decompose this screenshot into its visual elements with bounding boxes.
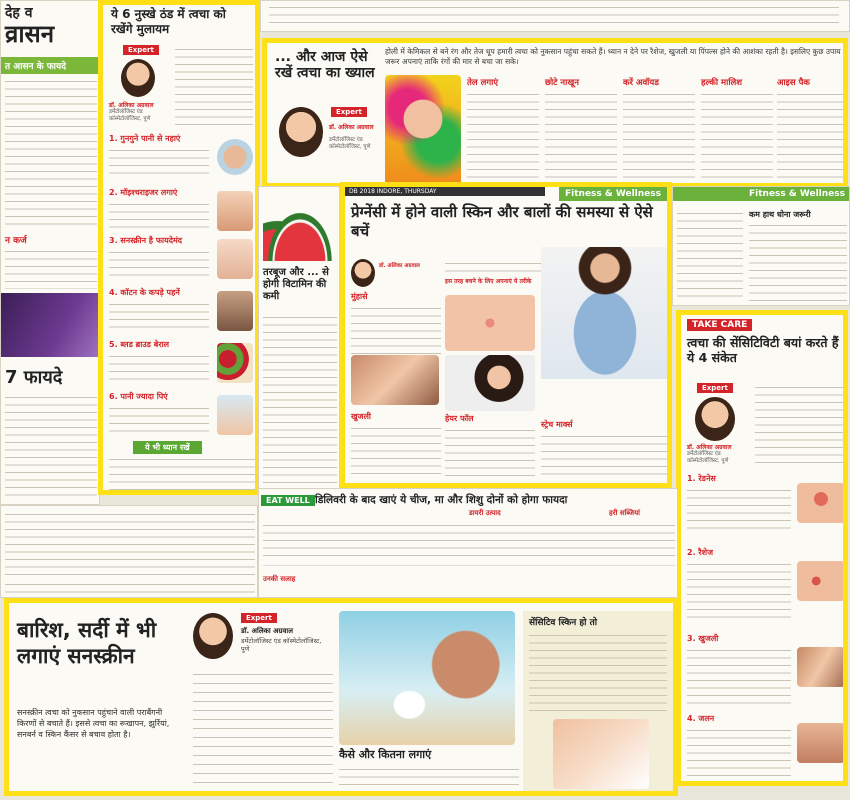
clip-g-sub-heading: कैसे और कितना लगाएं — [339, 748, 432, 761]
clip-winter-tips — [98, 0, 260, 495]
clip-f-label-2: डायरी उत्पाद — [469, 509, 501, 517]
clip-g-headline: बारिश, सर्दी में भी लगाएं सनस्क्रीन — [17, 618, 157, 668]
sign-1-title: 1. रेडनेस — [687, 474, 716, 483]
clip-d-label-4: स्ट्रेच मार्क्स — [541, 420, 573, 429]
clip-g-expert-role: डर्मेटोलॉजिस्ट एंड कॉस्मेटोलॉजिस्ट, पुणे — [241, 637, 322, 653]
tip-1-title: 1. गुनगुने पानी से नहाएं — [109, 134, 181, 143]
clip-pregnancy — [340, 182, 672, 488]
clip-d-masthead: DB 2018 INDORE, THURSDAY — [345, 187, 545, 196]
clip-eat-well — [258, 488, 678, 598]
clip-d-item-3 — [445, 413, 535, 478]
sign-4-title: 4. जलन — [687, 714, 715, 723]
clip-f-label-3: हरी सब्जियां — [609, 509, 640, 517]
clip-c-tip-2-body — [545, 90, 617, 182]
sign-3-title: 3. खुजली — [687, 634, 719, 643]
clip-b-expert-role: डर्मेटोलॉजिस्ट एंड कॉस्मेटोलॉजिस्ट, पुणे — [109, 109, 151, 122]
clip-c-tip-4-body — [701, 90, 773, 182]
clip-g-box — [523, 611, 673, 795]
clip-a-big-heading: 7 फायदे — [5, 367, 63, 388]
take-care-tag: TAKE CARE — [687, 319, 752, 331]
sign-2-title: 2. रैशेज — [687, 548, 714, 557]
clip-g-bullets — [193, 669, 333, 795]
clip-b-footer: ये भी ध्यान रखें — [133, 441, 202, 454]
clip-c-tip-5-body — [777, 90, 845, 182]
clip-watermelon — [258, 186, 340, 494]
clip-c-top-text — [269, 3, 839, 29]
clip-holi-top-strip — [260, 0, 850, 32]
tip-1-body — [109, 146, 209, 180]
clip-c-tip-1 — [467, 77, 539, 182]
sign-2-body — [687, 560, 791, 618]
clip-b-tip-3 — [109, 235, 255, 282]
clip-f-advice-label: उनकी सलाह — [263, 575, 296, 583]
clip-a-body-1 — [5, 77, 97, 227]
clip-e-top-col-2 — [749, 221, 847, 301]
clip-d-body-3 — [445, 426, 535, 478]
clip-e-take-care — [687, 319, 752, 331]
clip-left-lower — [0, 505, 258, 598]
clip-d-item-4 — [541, 419, 669, 478]
clip-c-tip-1-title: तेल लगाएं — [467, 78, 499, 88]
clip-a-body-2 — [5, 247, 97, 289]
clip-e-sign-2 — [687, 547, 847, 618]
clip-c-expert-tag: Expert — [331, 107, 367, 117]
clip-b-tip-4 — [109, 287, 255, 334]
clip-g-sub-body — [339, 765, 519, 795]
sign-4-photo — [797, 723, 845, 763]
clip-e-expert-name: डॉ. अलिका अग्रवाल — [687, 444, 732, 451]
clip-c-tip-4-title: हल्की मालिश — [701, 78, 743, 88]
clip-e-top-col-1 — [677, 209, 743, 301]
clip-g-expert-avatar — [193, 613, 233, 659]
clip-a-body-3 — [5, 393, 97, 501]
tip-5-body — [109, 352, 209, 386]
clip-d-section: Fitness & Wellness — [559, 187, 667, 201]
clip-e-sign-1 — [687, 473, 847, 530]
clip-c-tip-3-body — [623, 90, 695, 182]
clip-b-tip-5 — [109, 339, 255, 386]
clip-c-tip-1-body — [467, 90, 539, 182]
clip-d-label-3: हेयर फॉल — [445, 414, 474, 423]
clip-b-tip-6 — [109, 391, 255, 438]
sign-1-photo — [797, 483, 845, 523]
tip-1-photo — [217, 139, 253, 175]
clip-g-box-title: सेंसिटिव स्किन हो तो — [529, 618, 598, 628]
clip-d-hairfall-photo — [445, 355, 535, 411]
clip-right-top — [672, 186, 850, 306]
clip-e-expert-avatar — [695, 397, 735, 441]
tip-6-photo — [217, 395, 253, 435]
sign-4-body — [687, 726, 791, 780]
clip-f-watermelon-body — [263, 313, 337, 483]
clip-c-tip-2-title: छोटे नाखून — [545, 78, 579, 88]
clip-sunscreen — [4, 598, 678, 796]
clip-c-tip-3-title: करें अवॉयड — [623, 78, 659, 88]
tip-3-title: 3. सनस्क्रीन है फायदेमंद — [109, 236, 182, 245]
clip-d-expert-avatar — [351, 259, 375, 287]
sign-3-body — [687, 646, 791, 704]
tip-6-title: 6. पानी ज्यादा पिएं — [109, 392, 168, 401]
clip-d-acne-photo — [445, 295, 535, 351]
tip-2-photo — [217, 191, 253, 231]
clip-left-lower-advice — [5, 580, 255, 596]
clip-b-headline: ये 6 नुस्खे ठंड में त्वचा को रखेंगे मुलायम — [111, 7, 226, 36]
sign-1-body — [687, 486, 791, 530]
clip-g-body: सनस्क्रीन त्वचा को नुकसान पहुंचाने वाली पराबैंगनी किरणों से बचाते हैं। इससे त्वचा का रूखापन, झुर्रियां, सनबर्न व स्किन कैंसर से बचाव होता है। — [17, 708, 170, 739]
clip-d-intro: इस तरह बचने के लिए अपनाएं ये तरीके — [445, 278, 532, 285]
tip-2-body — [109, 200, 209, 234]
clip-c-holi-photo — [385, 75, 461, 185]
clip-a-purple-photo — [1, 293, 100, 357]
sign-2-photo — [797, 561, 845, 601]
clip-b-tip-1 — [109, 133, 255, 180]
clip-d-body-4 — [541, 432, 669, 478]
tip-5-title: 5. ब्लड ब्राउड बेराल — [109, 340, 170, 349]
clip-c-tip-5 — [777, 77, 845, 182]
tip-4-body — [109, 300, 209, 334]
clip-b-expert-name: डॉ. अलिका अग्रवाल — [109, 102, 154, 109]
tip-4-title: 4. कॉटन के कपड़े पहनें — [109, 288, 180, 297]
clip-g-box-body — [529, 631, 667, 711]
clip-d-headline: प्रेग्नेंसी में होने वाली स्किन और बालों की समस्या से ऐसे बचें — [351, 203, 653, 240]
clip-c-expert-avatar — [279, 107, 323, 157]
clip-e-expert-role: डर्मेटोलॉजिस्ट एंड कॉस्मेटोलॉजिस्ट, पुणे — [687, 451, 729, 464]
clip-e-sign-4 — [687, 713, 847, 780]
clip-a-cat: न कर्ज — [5, 236, 27, 246]
clip-e-headline: त्वचा की सेंसिटिविटी बयां करते हैं ये 4 संकेत — [687, 335, 839, 365]
clip-b-expert-tag: Expert — [123, 45, 159, 55]
clip-d-label-2: खुजली — [351, 412, 371, 421]
clip-c-tip-5-title: आइस पैक — [777, 78, 810, 88]
tip-5-photo — [217, 343, 253, 383]
clip-g-box-photo — [553, 719, 649, 789]
clip-d-label-1: मुंहासे — [351, 292, 368, 301]
clip-b-tip-2 — [109, 187, 255, 234]
tip-3-photo — [217, 239, 253, 279]
clip-c-headline: ... और आज ऐसे रखें त्वचा का ख्याल — [275, 49, 375, 81]
sign-3-photo — [797, 647, 845, 687]
clip-c-intro: होली में केमिकल से बने रंग और तेज धूप हमारी त्वचा को नुकसान पहुंचा सकते हैं। ध्यान न देने पर रैशेज, खुजली या पिंपल्स होने की आशंका रहती है। इसलिए कुछ उपाय जरूर अपनाएं ताकि रंगों की मार से बचा जा सके। — [385, 47, 841, 66]
clip-c-expert-role: डर्मेटोलॉजिस्ट एंड कॉस्मेटोलॉजिस्ट, पुणे — [329, 137, 371, 150]
clip-f-watermelon-heading: तरबूज और ... से होगी विटामिन की कमी — [263, 267, 329, 302]
clip-a-title-prefix: देह व — [5, 5, 33, 21]
clip-d-body-1 — [351, 304, 441, 358]
watermelon-photo — [263, 205, 337, 261]
clip-e-top-heading: कम हाथ धोना जरूरी — [749, 210, 811, 219]
clip-g-expert-name: डॉ. अलिका अग्रवाल — [241, 627, 293, 635]
clip-e-expert-tag: Expert — [697, 383, 733, 393]
clip-d-expert-name: डॉ. अलिका अग्रवाल — [379, 263, 420, 269]
clip-sensitivity — [676, 310, 848, 786]
clip-e-section: Fitness & Wellness — [673, 187, 850, 201]
tip-3-body — [109, 248, 209, 282]
clip-left-lower-body — [5, 510, 255, 576]
tip-4-photo — [217, 291, 253, 331]
clip-c-expert-name: डॉ. अलिका अग्रवाल — [329, 124, 374, 131]
clip-c-tip-4 — [701, 77, 773, 182]
clip-d-item-2 — [351, 411, 441, 478]
clip-yoga-article — [0, 0, 100, 505]
clip-f-headline: डिलिवरी के बाद खाएं ये चीज, मा और शिशु दोनों को होगा फायदा — [315, 494, 568, 506]
clip-c-tip-3 — [623, 77, 695, 182]
clip-g-expert-tag: Expert — [241, 613, 277, 623]
clip-e-sign-3 — [687, 633, 847, 704]
clip-d-itch-photo — [351, 355, 439, 405]
clip-g-beach-photo — [339, 611, 515, 745]
clip-b-intro — [175, 45, 253, 125]
tip-2-title: 2. मॉइश्चराइजर लगाएं — [109, 188, 178, 197]
clip-d-item-1 — [351, 291, 441, 358]
clip-a-title: व्रासन — [5, 20, 55, 48]
clip-f-advice — [263, 565, 675, 591]
clip-a-subtitle: त आसन के फायदे — [1, 57, 100, 74]
clip-c-tip-2 — [545, 77, 617, 182]
clip-b-expert-avatar — [121, 59, 155, 97]
tip-6-body — [109, 404, 209, 438]
clip-e-intro — [755, 383, 847, 463]
clip-d-pregnant-photo — [541, 247, 669, 379]
clip-f-section: EAT WELL — [261, 495, 315, 506]
clip-holi-care — [262, 38, 848, 188]
clip-b-footer-body — [109, 455, 255, 491]
clip-d-body-2 — [351, 424, 441, 478]
clip-f-body — [263, 521, 675, 561]
